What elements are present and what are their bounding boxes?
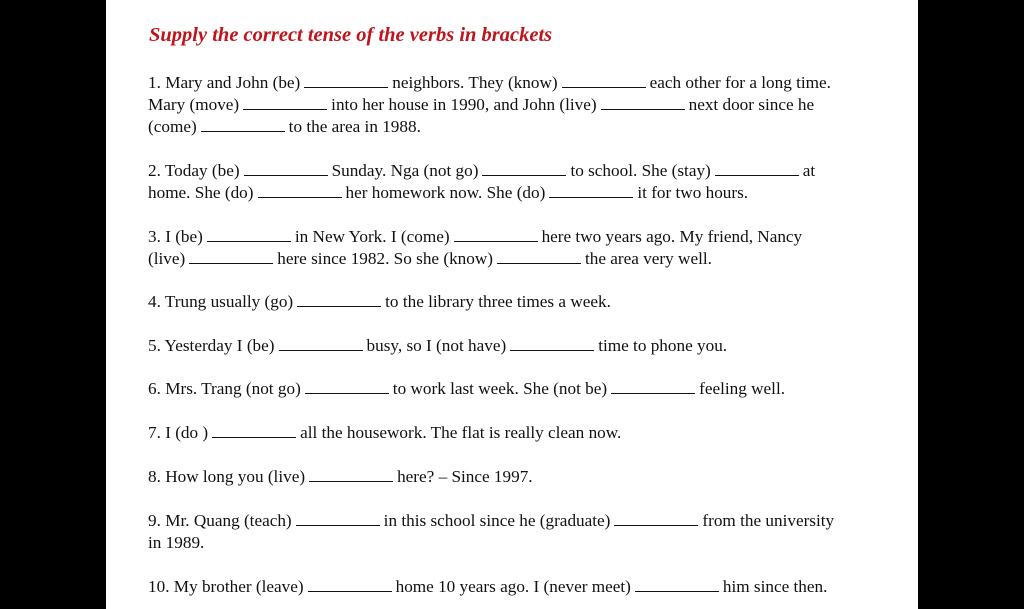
q3-text: the area very well. [585,249,712,268]
q8-text: 8. How long you (live) [148,467,306,486]
answer-blank[interactable] [510,338,594,351]
answer-blank[interactable] [297,294,381,307]
q2-text: it for two hours. [637,183,749,202]
q9-text: from the university [702,511,835,530]
q1-text: next door since he [688,95,815,114]
q1-text: neighbors. They (know) [392,73,558,92]
answer-blank[interactable] [243,97,327,110]
answer-blank[interactable] [549,185,633,198]
question-1-line-2 [148,94,814,116]
q2-text: home. She (do) [148,183,254,202]
q10-text: home 10 years ago. I (never meet) [395,577,631,596]
q6-text: feeling well. [699,379,786,398]
q9-text: 9. Mr. Quang (teach) [148,511,292,530]
answer-blank[interactable] [482,163,566,176]
answer-blank[interactable] [207,229,291,242]
q3-text: (live) [148,249,186,268]
q1-text: into her house in 1990, and John (live) [331,95,597,114]
answer-blank[interactable] [279,338,363,351]
q5-text: 5. Yesterday I (be) [148,336,275,355]
answer-blank[interactable] [611,381,695,394]
question-4 [148,291,611,313]
q3-text: here since 1982. So she (know) [277,249,493,268]
question-9-line-2 [148,532,204,554]
answer-blank[interactable] [454,229,538,242]
q9-text: in 1989. [148,533,205,552]
question-1-line-1 [148,72,831,94]
q9-text: in this school since he (graduate) [383,511,611,530]
q7-text: 7. I (do ) [148,423,209,442]
answer-blank[interactable] [212,425,296,438]
worksheet-title: Supply the correct tense of the verbs in brackets [149,24,553,46]
q1-text: Mary (move) [148,95,240,114]
question-2-line-1 [148,160,815,182]
q2-text: to school. She (stay) [570,161,711,180]
answer-blank[interactable] [189,251,273,264]
q6-text: 6. Mrs. Trang (not go) [148,379,301,398]
q10-text: him since then. [722,577,828,596]
question-8 [148,466,533,488]
q8-text: here? – Since 1997. [397,467,533,486]
q5-text: busy, so I (not have) [366,336,507,355]
answer-blank[interactable] [562,75,646,88]
answer-blank[interactable] [304,75,388,88]
q3-text: 3. I (be) [148,227,203,246]
question-5 [148,335,727,357]
answer-blank[interactable] [308,579,392,592]
answer-blank[interactable] [497,251,581,264]
question-3-line-2 [148,248,712,270]
q4-text: 4. Trung usually (go) [148,292,294,311]
q2-text: Sunday. Nga (not go) [331,161,479,180]
answer-blank[interactable] [244,163,328,176]
question-7 [148,422,621,444]
q5-text: time to phone you. [598,336,728,355]
q1-text: 1. Mary and John (be) [148,73,301,92]
answer-blank[interactable] [601,97,685,110]
answer-blank[interactable] [305,381,389,394]
question-3-line-1 [148,226,802,248]
q4-text: to the library three times a week. [385,292,611,311]
q7-text: all the housework. The flat is really clean now. [300,423,622,442]
q10-text: 10. My brother (leave) [148,577,304,596]
question-2-line-2 [148,182,748,204]
q6-text: to work last week. She (not be) [392,379,608,398]
answer-blank[interactable] [201,119,285,132]
q2-text: her homework now. She (do) [345,183,546,202]
q1-text: (come) [148,117,197,136]
answer-blank[interactable] [309,469,393,482]
answer-blank[interactable] [258,185,342,198]
answer-blank[interactable] [614,513,698,526]
q1-text: each other for a long time. [649,73,831,92]
worksheet-page [106,0,918,609]
q2-text: 2. Today (be) [148,161,240,180]
q2-text: at [802,161,816,180]
question-6 [148,378,785,400]
q1-text: to the area in 1988. [288,117,421,136]
question-1-line-3 [148,116,421,138]
q3-text: in New York. I (come) [294,227,450,246]
answer-blank[interactable] [635,579,719,592]
answer-blank[interactable] [296,513,380,526]
q3-text: here two years ago. My friend, Nancy [541,227,803,246]
question-10 [148,576,827,598]
question-9-line-1 [148,510,834,532]
answer-blank[interactable] [715,163,799,176]
